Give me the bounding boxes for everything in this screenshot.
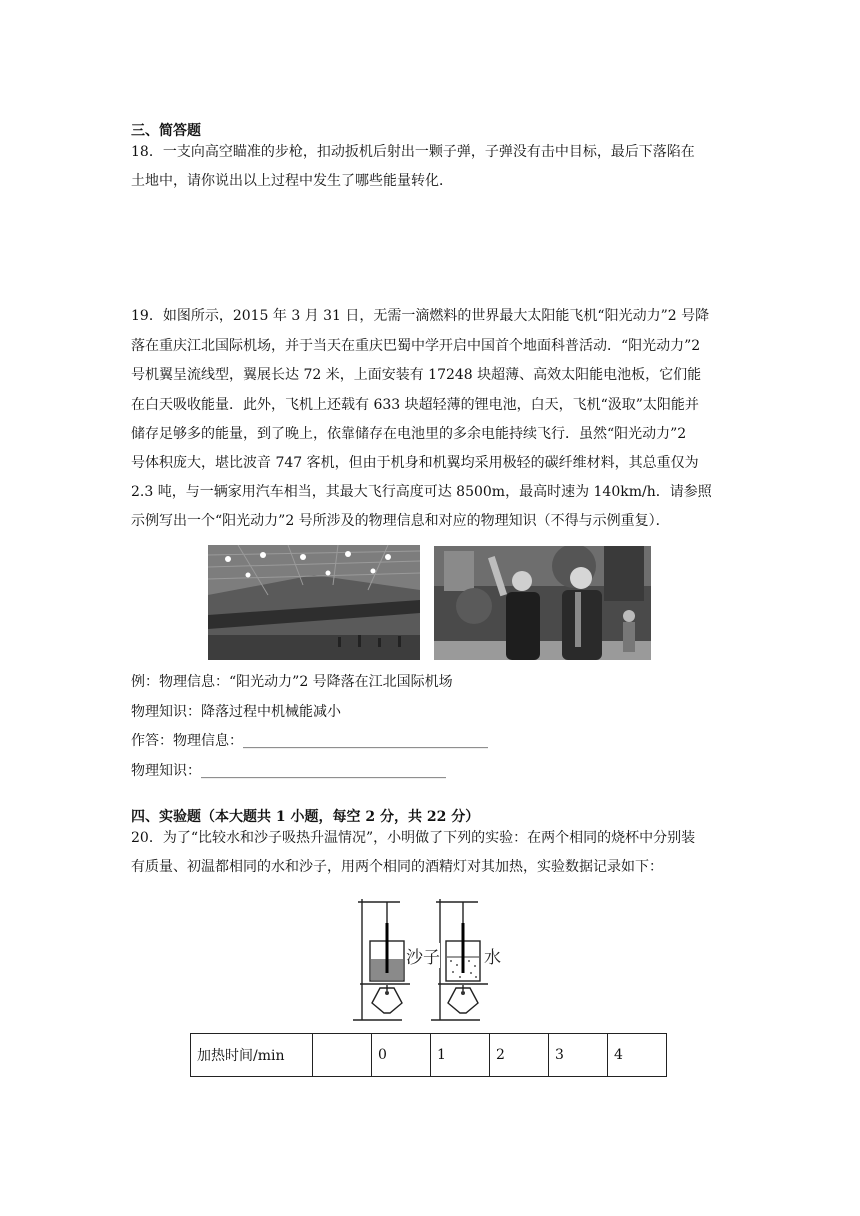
q20-line-2: 有质量、初温都相同的水和沙子，用两个相同的酒精灯对其加热，实验数据记录如下： [131, 859, 663, 875]
table-row-header: 加热时间/min [191, 1034, 313, 1077]
q19-line-5: 储存足够多的能量，到了晚上，依靠储存在电池里的多余电能持续飞行．虽然“阳光动力”2 [131, 426, 687, 442]
section-3-heading: 三、简答题 [131, 123, 201, 139]
q19-line-4: 在白天吸收能量．此外，飞机上还载有 633 块超轻薄的锂电池，白天，飞机“汲取”太阳能并 [131, 397, 699, 413]
q19-example-knowledge: 物理知识：降落过程中机械能减小 [131, 704, 341, 720]
hangar-photo [208, 545, 420, 660]
q19-line-1: 19．如图所示，2015 年 3 月 31 日，无需一滴燃料的世界最大太阳能飞机“阳光动力”2 号降 [131, 308, 710, 324]
table-row [191, 1034, 667, 1077]
table-cell-time-1: 1 [431, 1034, 490, 1077]
heating-data-table [190, 1033, 667, 1077]
water-label: 水 [484, 943, 501, 968]
heating-apparatus-figure [350, 893, 510, 1025]
sand-label: 沙子 [406, 943, 440, 968]
pilots-photo [434, 546, 651, 660]
q18-line-2: 土地中，请你说出以上过程中发生了哪些能量转化． [131, 173, 453, 189]
table-cell-time-2: 2 [490, 1034, 549, 1077]
q19-line-6: 号体积庞大，堪比波音 747 客机，但由于机身和机翼均采用极轻的碳纤维材料，其总重仅为 [131, 455, 699, 471]
q18-line-1: 18．一支向高空瞄准的步枪，扣动扳机后射出一颗子弹，子弹没有击中目标，最后下落陷在 [131, 144, 695, 160]
table-cell-time-0: 0 [372, 1034, 431, 1077]
table-cell-blank [313, 1034, 372, 1077]
section-4-heading: 四、实验题（本大题共 1 小题，每空 2 分，共 22 分） [131, 809, 480, 825]
q19-answer-knowledge: 物理知识：___________________________________ [131, 763, 446, 779]
q19-line-3: 号机翼呈流线型，翼展长达 72 米，上面安装有 17248 块超薄、高效太阳能电池板，它们能 [131, 367, 702, 383]
table-cell-time-4: 4 [608, 1034, 667, 1077]
q19-example-info: 例：物理信息：“阳光动力”2 号降落在江北国际机场 [131, 674, 453, 690]
table-cell-time-3: 3 [549, 1034, 608, 1077]
q20-line-1: 20．为了“比较水和沙子吸热升温情况”，小明做了下列的实验：在两个相同的烧杯中分别装 [131, 830, 696, 846]
q19-answer-info: 作答：物理信息：___________________________________ [131, 733, 488, 749]
q19-line-2: 落在重庆江北国际机场，并于当天在重庆巴蜀中学开启中国首个地面科普活动．“阳光动力”2 [131, 338, 701, 354]
q19-line-7: 2.3 吨，与一辆家用汽车相当，其最大飞行高度可达 8500m，最高时速为 140km/h．请参照 [131, 484, 712, 500]
q19-line-8: 示例写出一个“阳光动力”2 号所涉及的物理信息和对应的物理知识（不得与示例重复）． [131, 513, 670, 529]
